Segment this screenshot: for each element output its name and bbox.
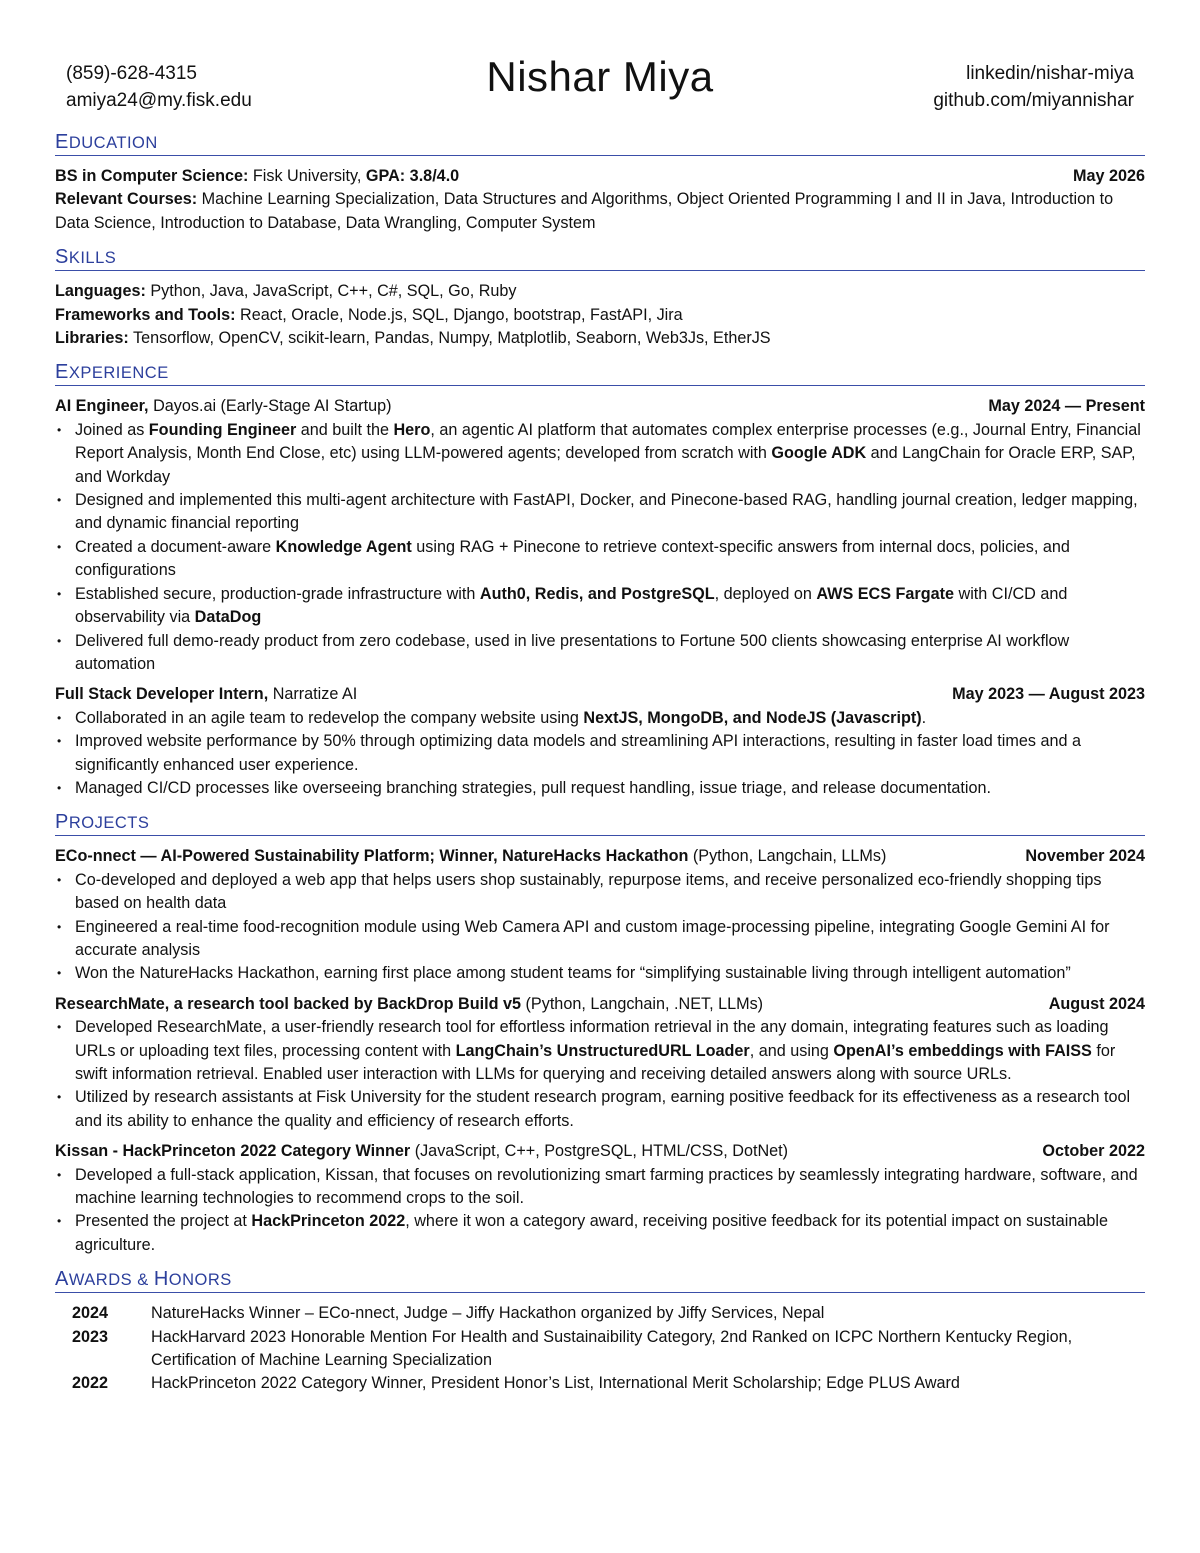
experience-role-line [55, 683, 357, 706]
bullet-text: Developed a full-stack application, Kissan, that focuses on revolutionizing smart farming practices by seamlessly integrating hardware, software, and machine learning technologies to recommend crops to the soil. [75, 1165, 1138, 1208]
skills-libraries [55, 327, 1145, 350]
bullet-item [55, 962, 1145, 985]
bullet-text: using RAG + Pinecone to retrieve context-specific answers from internal docs, policies, and configurations [75, 537, 1070, 580]
project-entry [55, 1140, 1145, 1257]
education-degree-line [55, 165, 459, 188]
bullet-emphasis: OpenAI’s embeddings with FAISS [833, 1041, 1092, 1060]
section-title-rest: XPERIENCE [68, 364, 169, 383]
bullet-text: , an agentic AI platform that automates complex enterprise processes (e.g., Journal Entry, Financial Report Analysis, Month End Close, etc) using LLM-powered agents; developed from scratch with [75, 420, 1141, 463]
award-year: 2023 [72, 1327, 109, 1346]
skills-value: Python, Java, JavaScript, C++, C#, SQL, Go, Ruby [150, 282, 517, 301]
experience-list [55, 395, 1145, 800]
skills-value: React, Oracle, Node.js, SQL, Django, bootstrap, FastAPI, Jira [240, 305, 683, 324]
project-name: ECo-nnect — AI-Powered Sustainability Platform; Winner, NatureHacks Hackathon [55, 847, 689, 866]
courses-list: Machine Learning Specialization, Data Structures and Algorithms, Object Oriented Programming I and II in Java, Introduction to Data Science, Introduction to Database, Data Wrangling, Computer System [55, 190, 1114, 232]
experience-header-row [55, 683, 1145, 706]
section-title-experience [55, 360, 1145, 386]
relevant-courses [55, 188, 1145, 235]
school-name: Fisk University, [252, 167, 362, 185]
bullet-list [55, 419, 1145, 676]
award-text: HackPrinceton 2022 Category Winner, President Honor’s List, International Merit Scholarship; Edge PLUS Award [151, 1374, 960, 1393]
bullet-list [55, 1016, 1145, 1133]
project-title-line [55, 1140, 788, 1163]
bullet-text: Created a document-aware [75, 537, 276, 556]
bullet-text: Developed ResearchMate, a user-friendly research tool for effortless information retrieval in the any domain, integrating features such as loading URLs or uploading text files, processing content with [75, 1018, 1109, 1060]
award-text: NatureHacks Winner – ECo-nnect, Judge – Jiffy Hackathon organized by Jiffy Services, Nepal [151, 1304, 825, 1323]
bullet-item [55, 707, 1145, 730]
experience-entry [55, 683, 1145, 800]
bullet-text: Improved website performance by 50% through optimizing data models and streamlining API interactions, resulting in faster load times and a significantly enhanced user experience. [75, 732, 1081, 774]
project-entry [55, 993, 1145, 1133]
bullet-text: , where it won a category award, receiving positive feedback for its potential impact on sustainable agriculture. [75, 1212, 1108, 1254]
bullet-item [55, 630, 1145, 677]
bullet-item [55, 1164, 1145, 1211]
skills-languages [55, 280, 1145, 303]
courses-label: Relevant Courses: [55, 190, 198, 209]
project-date: August 2024 [1048, 994, 1145, 1013]
project-title-line [55, 845, 886, 868]
skills-label: Languages: [55, 282, 146, 301]
project-entry [55, 845, 1145, 985]
education-date: May 2026 [1073, 167, 1145, 185]
section-title-initial: S [55, 246, 69, 269]
bullet-emphasis: NextJS, MongoDB, and NodeJS (Javascript) [583, 708, 922, 727]
section-title-initial: P [55, 811, 69, 834]
bullet-text: Established secure, production-grade infrastructure with [75, 584, 480, 603]
phone-number: (859)-628-4315 [66, 63, 197, 84]
education-header-row [55, 165, 1145, 188]
award-year: 2022 [72, 1374, 109, 1393]
bullet-text: , deployed on [714, 584, 817, 603]
bullet-text: Presented the project at [75, 1212, 252, 1231]
job-date: May 2023 — August 2023 [952, 685, 1145, 704]
skills-entry [55, 280, 1145, 350]
bullet-text: Co-developed and deployed a web app that helps users shop sustainably, repurpose items, and receive personalized eco-friendly shopping tips based on health data [75, 870, 1102, 913]
bullet-text: Managed CI/CD processes like overseeing branching strategies, pull request handling, issue triage, and release documentation. [75, 778, 992, 797]
email-address[interactable]: amiya24@my.fisk.edu [66, 90, 252, 111]
bullet-emphasis: HackPrinceton 2022 [251, 1212, 406, 1231]
job-date: May 2024 — Present [988, 397, 1145, 416]
contact-right [933, 60, 1134, 114]
project-date: October 2022 [1042, 1142, 1145, 1161]
github-link[interactable]: github.com/miyannishar [933, 90, 1134, 111]
bullet-text: and LangChain for Oracle ERP, SAP, and Workday [75, 444, 1136, 486]
bullet-text: Designed and implemented this multi-agent architecture with FastAPI, Docker, and Pinecone-based RAG, handling journal creation, ledger mapping, and dynamic financial reporting [75, 491, 1138, 533]
job-organization: Dayos.ai (Early-Stage AI Startup) [153, 397, 392, 416]
bullet-text: Joined as [75, 420, 149, 439]
bullet-emphasis: AWS ECS Fargate [816, 584, 954, 603]
bullet-text: , and using [749, 1041, 834, 1060]
section-title-initial: E [55, 131, 69, 153]
bullet-list [55, 707, 1145, 801]
section-title-skills [55, 245, 1145, 271]
job-role: AI Engineer, [55, 397, 149, 416]
bullet-text: Utilized by research assistants at Fisk University for the student research program, earning positive feedback for its effectiveness as a research tool and its ability to enhance the quality and efficiency of research efforts. [75, 1088, 1131, 1130]
bullet-emphasis: Founding Engineer [148, 420, 297, 439]
bullet-emphasis: LangChain’s UnstructuredURL Loader [455, 1041, 750, 1060]
bullet-item [55, 916, 1145, 963]
project-date: November 2024 [1025, 847, 1145, 866]
bullet-item [55, 489, 1145, 536]
bullet-text: and built the [296, 420, 394, 439]
section-title-initial: H [153, 1268, 169, 1291]
experience-entry [55, 395, 1145, 676]
experience-role-line [55, 395, 391, 418]
bullet-text: Delivered full demo-ready product from zero codebase, used in live presentations to Fortune 500 clients showcasing enterprise AI workflow automation [75, 631, 1070, 673]
bullet-list [55, 869, 1145, 986]
degree-label: BS in Computer Science: [55, 167, 249, 185]
bullet-item [55, 583, 1145, 630]
bullet-item [55, 1210, 1145, 1257]
job-organization: Narratize AI [272, 685, 358, 704]
candidate-name: Nishar Miya [486, 53, 714, 100]
bullet-item [55, 419, 1145, 489]
projects-list [55, 845, 1145, 1257]
section-title-rest: KILLS [68, 249, 117, 268]
project-tech: (JavaScript, C++, PostgreSQL, HTML/CSS, DotNet) [414, 1142, 789, 1161]
skills-label: Libraries: [55, 329, 129, 348]
bullet-emphasis: Auth0, Redis, and PostgreSQL [479, 584, 715, 603]
project-name: ResearchMate, a research tool backed by BackDrop Build v5 [55, 994, 522, 1013]
project-header-row [55, 845, 1145, 868]
bullet-item [55, 536, 1145, 583]
section-title-projects [55, 810, 1145, 836]
gpa: GPA: 3.8/4.0 [365, 167, 460, 185]
project-header-row [55, 1140, 1145, 1163]
bullet-text: Engineered a real-time food-recognition module using Web Camera API and custom image-processing pipeline, integrating Google Gemini AI for accurate analysis [75, 917, 1110, 959]
bullet-text: with CI/CD and observability via [75, 584, 1068, 627]
bullet-item [55, 777, 1145, 800]
bullet-text: Collaborated in an agile team to redevelop the company website using [75, 708, 584, 727]
bullet-text: Won the NatureHacks Hackathon, earning first place among student teams for “simplifying sustainable living through intelligent automation” [75, 964, 1071, 983]
section-title-initial: A [55, 1268, 69, 1291]
project-tech: (Python, Langchain, .NET, LLMs) [525, 994, 764, 1013]
project-tech: (Python, Langchain, LLMs) [692, 847, 887, 866]
section-title-rest: DUCATION [68, 134, 158, 152]
award-year: 2024 [72, 1304, 109, 1323]
bullet-text: . [921, 708, 927, 727]
section-title-rest: WARDS & [68, 1271, 154, 1290]
award-text: HackHarvard 2023 Honorable Mention For Health and Sustainaibility Category, 2nd Ranked on ICPC Northern Kentucky Region, Certification of Machine Learning Specialization [151, 1327, 1073, 1370]
bullet-emphasis: DataDog [194, 608, 262, 627]
bullet-emphasis: Hero [393, 420, 431, 439]
skills-value: Tensorflow, OpenCV, scikit-learn, Pandas, Numpy, Matplotlib, Seaborn, Web3Js, EtherJS [133, 329, 771, 348]
section-title-rest: ROJECTS [68, 814, 150, 833]
bullet-emphasis: Knowledge Agent [275, 537, 412, 556]
bullet-list [55, 1164, 1145, 1258]
experience-header-row [55, 395, 1145, 418]
skills-frameworks [55, 304, 1145, 327]
bullet-item [55, 730, 1145, 777]
bullet-text: for swift information retrieval. Enabled user interaction with LLMs for querying and receiving detailed answers along with source URLs. [75, 1041, 1116, 1083]
awards-list [55, 1302, 1145, 1396]
section-title-rest: ONORS [168, 1271, 232, 1290]
resume-header [55, 53, 1145, 120]
bullet-item [55, 1086, 1145, 1133]
section-title-awards [55, 1267, 1145, 1293]
linkedin-link[interactable]: linkedin/nishar-miya [966, 63, 1134, 84]
section-title-initial: E [55, 361, 69, 384]
section-title-education [55, 130, 1145, 156]
project-title-line [55, 993, 763, 1016]
award-row [55, 1302, 1145, 1325]
skills-label: Frameworks and Tools: [55, 305, 236, 324]
project-header-row [55, 993, 1145, 1016]
bullet-item [55, 869, 1145, 916]
job-role: Full Stack Developer Intern, [55, 685, 269, 704]
bullet-item [55, 1016, 1145, 1086]
project-name: Kissan - HackPrinceton 2022 Category Winner [55, 1142, 411, 1161]
award-row [55, 1372, 1145, 1395]
bullet-emphasis: Google ADK [771, 444, 867, 463]
award-row [55, 1326, 1145, 1373]
education-entry [55, 165, 1145, 235]
